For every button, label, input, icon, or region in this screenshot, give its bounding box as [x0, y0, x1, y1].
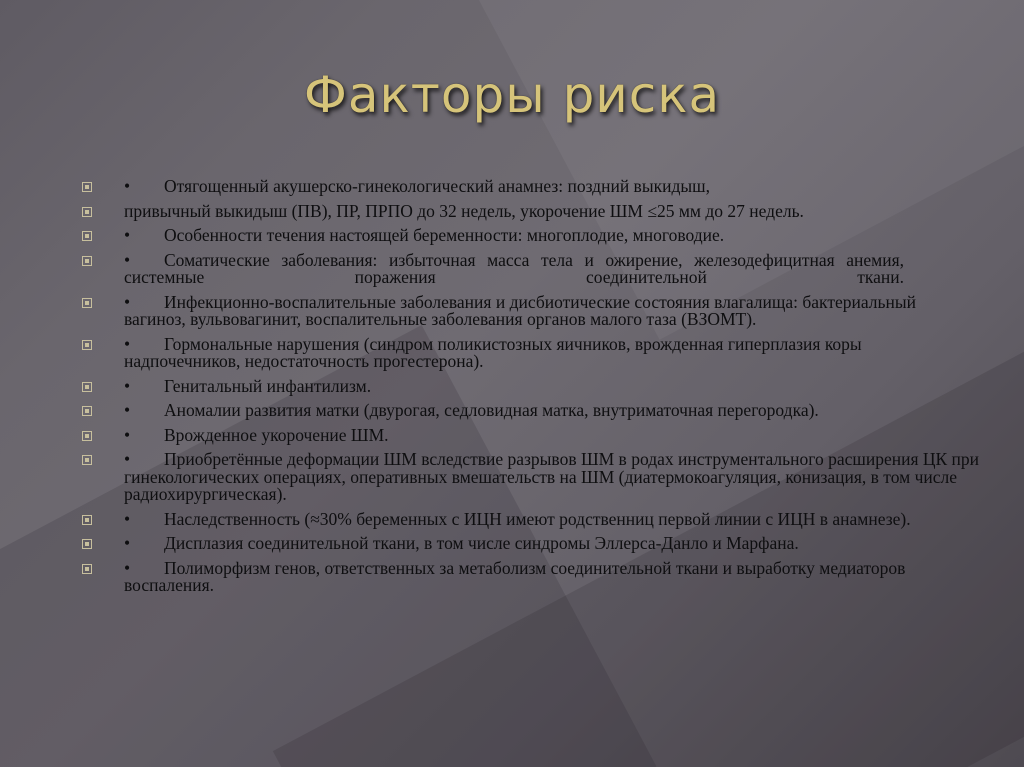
list-item-text: Генитальный инфантилизм.	[164, 375, 372, 396]
bullet-glyph: •	[124, 424, 131, 445]
list-item	[82, 451, 982, 504]
list-item	[82, 535, 982, 553]
square-bullet-icon	[82, 405, 93, 416]
bullet-glyph: •	[124, 557, 131, 578]
list-item-text: привычный выкидыш (ПВ), ПР, ПРПО до 32 недель, укорочение ШМ ≤25 мм до 27 недель.	[124, 200, 804, 221]
bullet-glyph: •	[124, 291, 131, 312]
square-bullet-icon	[82, 206, 93, 217]
list-item	[82, 200, 982, 221]
list-item-text-wrap	[124, 249, 904, 287]
list-item-text: Гормональные нарушения (синдром поликистозных яичников, врожденная гиперплазия коры надпочечников, недостаточность прогестерона).	[124, 333, 862, 371]
list-item	[82, 249, 982, 287]
bullet-glyph: •	[124, 333, 131, 354]
bullet-glyph: •	[124, 225, 131, 245]
list-item	[82, 508, 982, 529]
slide-title: Факторы риска	[303, 66, 721, 124]
list-item-text: Приобретённые деформации ШМ вследствие разрывов ШМ в родах инструментального расширения ЦК при гинекологических операциях, оперативных вмешательств на ШМ (диатермокоагуляция, конизация, в том числе радиохирургическая).	[124, 449, 980, 504]
bullet-glyph: •	[124, 449, 131, 469]
square-bullet-icon	[82, 563, 93, 574]
list-item	[82, 227, 982, 245]
risk-factor-list	[82, 178, 982, 595]
list-item-text: Дисплазия соединительной ткани, в том числе синдромы Эллерса-Данло и Марфана.	[164, 533, 799, 553]
square-bullet-icon	[82, 181, 93, 192]
list-item-text: Полиморфизм генов, ответственных за метаболизм соединительной ткани и выработку медиаторов воспаления.	[124, 557, 906, 595]
bullet-glyph: •	[124, 533, 131, 553]
list-item	[82, 375, 982, 396]
square-bullet-icon	[82, 454, 93, 465]
square-bullet-icon	[82, 538, 93, 549]
square-bullet-icon	[82, 297, 93, 308]
list-item	[82, 178, 982, 196]
list-item-text: Отягощенный акушерско-гинекологический анамнез: поздний выкидыш,	[164, 176, 710, 196]
slide-content	[82, 178, 982, 602]
list-item	[82, 291, 982, 329]
square-bullet-icon	[82, 430, 93, 441]
list-item-text: Соматические заболевания: избыточная масса тела и ожирение, железодефицитная анемия, системные поражения соединительной ткани.	[124, 249, 904, 287]
square-bullet-icon	[82, 339, 93, 350]
list-item	[82, 402, 982, 420]
list-item-text: Врожденное укорочение ШМ.	[164, 424, 389, 445]
list-item	[82, 557, 982, 595]
bullet-glyph: •	[124, 176, 131, 196]
square-bullet-icon	[82, 514, 93, 525]
square-bullet-icon	[82, 381, 93, 392]
list-item-text: Наследственность (≈30% беременных с ИЦН имеют родственниц первой линии с ИЦН в анамнезе).	[164, 508, 911, 529]
square-bullet-icon	[82, 255, 93, 266]
list-item	[82, 333, 982, 371]
list-item-text: Инфекционно-воспалительные заболевания и дисбиотические состояния влагалища: бактериальный вагиноз, вульвовагинит, воспалительные заболевания органов малого таза (ВЗОМТ).	[124, 291, 916, 329]
bullet-glyph: •	[124, 508, 131, 529]
square-bullet-icon	[82, 230, 93, 241]
bullet-glyph: •	[124, 249, 131, 270]
bullet-glyph: •	[124, 400, 131, 420]
list-item	[82, 424, 982, 445]
list-item-text: Аномалии развития матки (двурогая, седловидная матка, внутриматочная перегородка).	[164, 400, 819, 420]
list-item-text: Особенности течения настоящей беременности: многоплодие, многоводие.	[164, 225, 725, 245]
bullet-glyph: •	[124, 375, 131, 396]
